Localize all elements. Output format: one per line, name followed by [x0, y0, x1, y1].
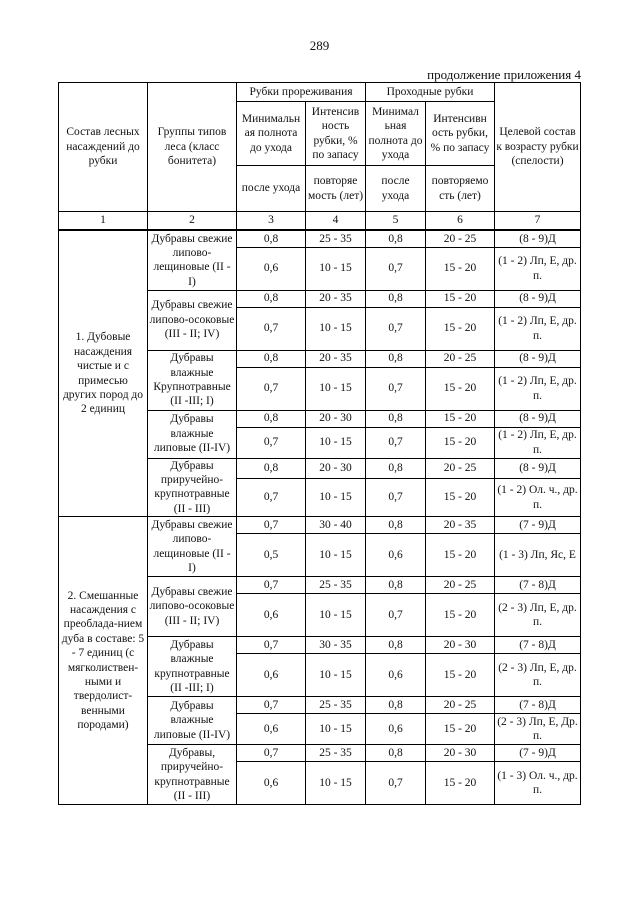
intensity-passage-cell: 20 - 25: [426, 458, 495, 479]
header-after-passage: после ухода: [366, 166, 426, 212]
composition-cell: 1. Дубовые насаждения чистые и с примесью других пород до 2 единиц: [59, 230, 148, 517]
min-density-thinning-cell: 0,8: [237, 350, 306, 367]
intensity-passage-cell: 15 - 20: [426, 307, 495, 350]
forest-type-cell: Дубравы свежие липово-осоковые (III - II; IV): [148, 290, 237, 350]
column-number: 3: [237, 212, 306, 231]
min-density-passage-cell: 0,7: [366, 427, 426, 458]
intensity-thinning-cell: 25 - 35: [306, 230, 366, 247]
intensity-thinning-cell: 25 - 35: [306, 697, 366, 714]
header-intensity-passage: Интенсивн ость рубки, % по запасу: [426, 102, 495, 166]
forest-type-cell: Дубравы влажные липовые (II-IV): [148, 697, 237, 745]
min-density-passage-cell: 0,7: [366, 762, 426, 805]
column-number: 4: [306, 212, 366, 231]
target-composition-cell: (7 - 9)Д: [495, 745, 581, 762]
forest-type-cell: Дубравы влажные липовые (II-IV): [148, 410, 237, 458]
header-after-thinning: после ухода: [237, 166, 306, 212]
min-density-passage-cell: 0,7: [366, 479, 426, 517]
target-composition-cell: (1 - 2) Лп, Е, др. п.: [495, 307, 581, 350]
forest-type-cell: Дубравы влажные Крупнотравные (II -III; I): [148, 350, 237, 410]
intensity-thinning-cell: 20 - 30: [306, 410, 366, 427]
intensity-passage-cell: 15 - 20: [426, 427, 495, 458]
min-density-passage-cell: 0,8: [366, 350, 426, 367]
header-target: Целевой состав к возрасту рубки (спелости): [495, 83, 581, 212]
min-density-passage-cell: 0,8: [366, 637, 426, 654]
table-row: [59, 230, 581, 247]
intensity-thinning-cell: 10 - 15: [306, 367, 366, 410]
min-density-thinning-cell: 0,5: [237, 534, 306, 577]
min-density-thinning-cell: 0,6: [237, 247, 306, 290]
column-number: 5: [366, 212, 426, 231]
min-density-thinning-cell: 0,6: [237, 714, 306, 745]
forest-type-cell: Дубравы свежие липово-лещиновые (II - I): [148, 230, 237, 290]
intensity-passage-cell: 15 - 20: [426, 594, 495, 637]
header-passage: Проходные рубки: [366, 83, 495, 102]
intensity-thinning-cell: 10 - 15: [306, 534, 366, 577]
intensity-passage-cell: 15 - 20: [426, 654, 495, 697]
min-density-thinning-cell: 0,6: [237, 654, 306, 697]
header-repeat-passage: повторяемо сть (лет): [426, 166, 495, 212]
target-composition-cell: (1 - 3) Лп, Яс, Е: [495, 534, 581, 577]
min-density-thinning-cell: 0,8: [237, 458, 306, 479]
intensity-thinning-cell: 10 - 15: [306, 479, 366, 517]
forestry-table: [58, 82, 581, 805]
page-number: 289: [309, 38, 330, 53]
min-density-passage-cell: 0,7: [366, 307, 426, 350]
intensity-passage-cell: 20 - 30: [426, 637, 495, 654]
min-density-thinning-cell: 0,7: [237, 367, 306, 410]
min-density-thinning-cell: 0,7: [237, 577, 306, 594]
column-number: 7: [495, 212, 581, 231]
min-density-thinning-cell: 0,8: [237, 230, 306, 247]
min-density-passage-cell: 0,7: [366, 594, 426, 637]
intensity-thinning-cell: 10 - 15: [306, 762, 366, 805]
header-repeat-thinning: повторяе мость (лет): [306, 166, 366, 212]
min-density-passage-cell: 0,6: [366, 534, 426, 577]
min-density-thinning-cell: 0,7: [237, 637, 306, 654]
target-composition-cell: (1 - 3) Ол. ч., др. п.: [495, 762, 581, 805]
intensity-passage-cell: 20 - 25: [426, 230, 495, 247]
intensity-passage-cell: 15 - 20: [426, 367, 495, 410]
intensity-passage-cell: 15 - 20: [426, 534, 495, 577]
min-density-passage-cell: 0,8: [366, 517, 426, 534]
intensity-passage-cell: 15 - 20: [426, 247, 495, 290]
target-composition-cell: (8 - 9)Д: [495, 350, 581, 367]
intensity-thinning-cell: 25 - 35: [306, 745, 366, 762]
intensity-passage-cell: 20 - 30: [426, 745, 495, 762]
forest-type-cell: Дубравы свежие липово-осоковые (III - II; IV): [148, 577, 237, 637]
intensity-passage-cell: 15 - 20: [426, 714, 495, 745]
min-density-passage-cell: 0,7: [366, 247, 426, 290]
target-composition-cell: (2 - 3) Лп, Е, др. п.: [495, 654, 581, 697]
target-composition-cell: (8 - 9)Д: [495, 410, 581, 427]
composition-cell: 2. Смешанные насаждения с преоблада-нием дуба в составе: 5 - 7 единиц (с мягколиствен-ными и твердолист-венными породами): [59, 517, 148, 805]
header-forest-types: Группы типов леса (класс бонитета): [148, 83, 237, 212]
forest-type-cell: Дубравы свежие липово-лещиновые (II - I): [148, 517, 237, 577]
forest-type-cell: Дубравы влажные крупнотравные (II -III; I): [148, 637, 237, 697]
min-density-passage-cell: 0,8: [366, 230, 426, 247]
intensity-thinning-cell: 10 - 15: [306, 247, 366, 290]
target-composition-cell: (2 - 3) Лп, Е, др. п.: [495, 594, 581, 637]
min-density-thinning-cell: 0,6: [237, 594, 306, 637]
target-composition-cell: (8 - 9)Д: [495, 458, 581, 479]
min-density-thinning-cell: 0,7: [237, 745, 306, 762]
target-composition-cell: (1 - 2) Лп, Е, др. п.: [495, 247, 581, 290]
min-density-thinning-cell: 0,6: [237, 762, 306, 805]
target-composition-cell: (8 - 9)Д: [495, 230, 581, 247]
intensity-passage-cell: 20 - 25: [426, 350, 495, 367]
header-min-density-passage: Минимал ьная полнота до ухода: [366, 102, 426, 166]
column-number: 6: [426, 212, 495, 231]
header-min-density-thinning: Минимальн ая полнота до ухода: [237, 102, 306, 166]
min-density-passage-cell: 0,8: [366, 577, 426, 594]
intensity-passage-cell: 15 - 20: [426, 290, 495, 307]
intensity-thinning-cell: 20 - 30: [306, 458, 366, 479]
min-density-passage-cell: 0,8: [366, 410, 426, 427]
target-composition-cell: (1 - 2) Лп, Е, др. п.: [495, 367, 581, 410]
column-number: 2: [148, 212, 237, 231]
target-composition-cell: (1 - 2) Ол. ч., др. п.: [495, 479, 581, 517]
intensity-thinning-cell: 10 - 15: [306, 654, 366, 697]
intensity-thinning-cell: 30 - 40: [306, 517, 366, 534]
intensity-thinning-cell: 20 - 35: [306, 290, 366, 307]
intensity-passage-cell: 15 - 20: [426, 410, 495, 427]
intensity-thinning-cell: 25 - 35: [306, 577, 366, 594]
min-density-thinning-cell: 0,8: [237, 290, 306, 307]
column-number: 1: [59, 212, 148, 231]
intensity-passage-cell: 20 - 35: [426, 517, 495, 534]
min-density-passage-cell: 0,6: [366, 654, 426, 697]
intensity-passage-cell: 15 - 20: [426, 762, 495, 805]
min-density-passage-cell: 0,8: [366, 458, 426, 479]
min-density-thinning-cell: 0,7: [237, 697, 306, 714]
intensity-passage-cell: 20 - 25: [426, 577, 495, 594]
intensity-thinning-cell: 10 - 15: [306, 714, 366, 745]
min-density-thinning-cell: 0,7: [237, 517, 306, 534]
intensity-passage-cell: 15 - 20: [426, 479, 495, 517]
table-row: [59, 517, 581, 534]
target-composition-cell: (2 - 3) Лп, Е, Др. п.: [495, 714, 581, 745]
column-numbers-row: [59, 212, 581, 231]
header-composition: Состав лесных насаждений до рубки: [59, 83, 148, 212]
header-intensity-thinning: Интенсив ность рубки, % по запасу: [306, 102, 366, 166]
min-density-thinning-cell: 0,7: [237, 307, 306, 350]
min-density-passage-cell: 0,7: [366, 367, 426, 410]
min-density-passage-cell: 0,8: [366, 290, 426, 307]
intensity-thinning-cell: 10 - 15: [306, 427, 366, 458]
target-composition-cell: (1 - 2) Лп, Е, др. п.: [495, 427, 581, 458]
forest-type-cell: Дубравы, приручейно-крупнотравные (II - III): [148, 745, 237, 805]
intensity-thinning-cell: 10 - 15: [306, 307, 366, 350]
continuation-note: продолжение приложения 4: [427, 67, 581, 82]
target-composition-cell: (7 - 8)Д: [495, 697, 581, 714]
intensity-thinning-cell: 30 - 35: [306, 637, 366, 654]
min-density-passage-cell: 0,8: [366, 697, 426, 714]
min-density-passage-cell: 0,8: [366, 745, 426, 762]
intensity-thinning-cell: 10 - 15: [306, 594, 366, 637]
target-composition-cell: (8 - 9)Д: [495, 290, 581, 307]
min-density-thinning-cell: 0,7: [237, 427, 306, 458]
min-density-passage-cell: 0,6: [366, 714, 426, 745]
target-composition-cell: (7 - 8)Д: [495, 637, 581, 654]
header-thinning: Рубки прореживания: [237, 83, 366, 102]
target-composition-cell: (7 - 8)Д: [495, 577, 581, 594]
min-density-thinning-cell: 0,8: [237, 410, 306, 427]
target-composition-cell: (7 - 9)Д: [495, 517, 581, 534]
forest-type-cell: Дубравы приручейно-крупнотравные (II - III): [148, 458, 237, 517]
intensity-passage-cell: 20 - 25: [426, 697, 495, 714]
min-density-thinning-cell: 0,7: [237, 479, 306, 517]
intensity-thinning-cell: 20 - 35: [306, 350, 366, 367]
